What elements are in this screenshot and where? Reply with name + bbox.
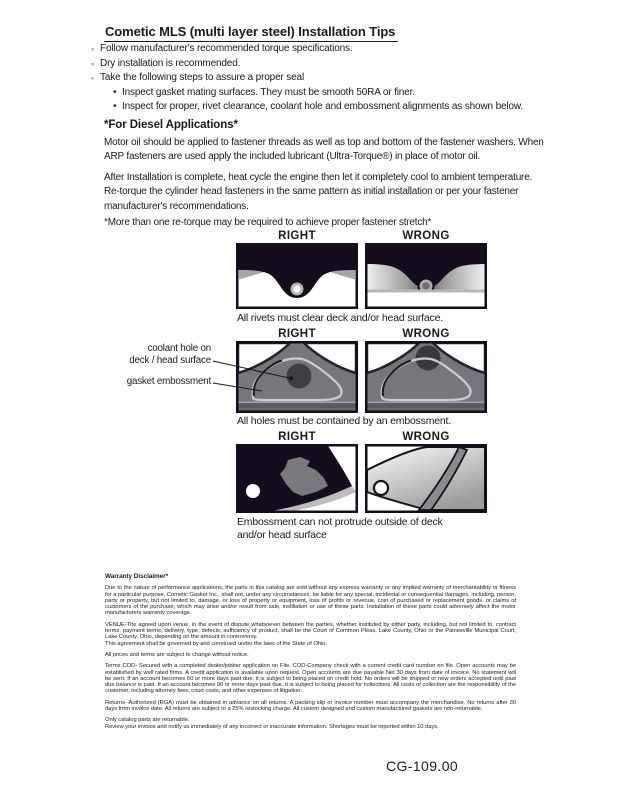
- legal-paragraph: Returns- Authorized (RGA) must be obtained in advance on all returns. A packing slip or invoice number must accompany the merchandise. No returns after 30 days from invoice date. All returns are subject to a 25% restocking charge. All custom designed and custom manufactured gaskets are non-returnable.: [105, 699, 516, 713]
- rivet-clearance-right-diagram: [236, 243, 358, 309]
- installation-tips-list: [91, 42, 571, 115]
- figure2-labels: [236, 328, 487, 340]
- figure1-diagrams: [236, 243, 487, 309]
- list-item: [91, 42, 571, 57]
- page-part-number: CG-109.00: [386, 758, 459, 774]
- open-bullet-icon: ◦: [91, 73, 95, 83]
- warranty-disclaimer-section: [105, 574, 516, 735]
- figure3-diagrams: [236, 444, 487, 513]
- coolant-hole-label: coolant hole on deck / head surface: [129, 343, 211, 366]
- list-item: [91, 57, 571, 72]
- embossment-containment-right-diagram: [236, 341, 358, 413]
- list-item-text: Take the following steps to assure a proper seal: [100, 72, 305, 83]
- legal-paragraph: Due to the nature of performance applications, the parts in this catalog are sold without any express warranty or any implied warranty of merchantability or fitness for a particular purpose. Cometic Gasket Inc., shall not, under any circumstances, be liable for any special, incidental or consequential damages, including, person, party or property, but not limited to, damage, or loss of property or equipment, loss of profits or revenue, cost of purchased or replacement goods, or claims of customers of the purchase, which may arise and/or result from sale, instillation or use of these parts. Installation of these parts could adversely affect the motor manufacturers warranty coverage.: [105, 585, 516, 617]
- rivet-clearance-wrong-diagram: [365, 243, 487, 309]
- figure3-caption: Embossment can not protrude outside of deck and/or head surface: [237, 516, 443, 541]
- page-title: Cometic MLS (multi layer steel) Installation Tips: [104, 24, 398, 42]
- list-item: [91, 71, 571, 86]
- bolt-hole: [374, 481, 388, 495]
- legal-paragraph: VENUE-The agreed upon venue, in the event of dispute whatsoever between the parties, whether instituted by either party, including, but not limited to, contract terms, payment terms, delivery, type, defects, sufficiency of product, shall be the Court of Common Pleas, Lake County, Ohio or the Painesville Municipal Court, Lake County, Ohio, depending on the amount in controversy.: [105, 621, 516, 641]
- gasket-embossment-label: gasket embossment: [126, 376, 211, 387]
- legal-paragraph: All prices and terms are subject to change without notice.: [105, 651, 249, 658]
- list-item-text: Follow manufacturer's recommended torque specifications.: [100, 43, 353, 54]
- bolt-hole: [246, 484, 260, 498]
- bullet-icon: •: [113, 101, 117, 112]
- right-label: RIGHT: [278, 328, 316, 340]
- bullet-icon: •: [113, 86, 117, 98]
- open-bullet-icon: ◦: [91, 44, 95, 54]
- figure2-caption: All holes must be contained by an embossment.: [237, 415, 451, 427]
- legal-paragraph: Terms COD- Secured with a completed dealer/jobber application on File, COD-Company check with a current credit card number on file. Open accounts may be established by well rated firms. A credit application is available upon request. Open accounts are due payable Net 30 days from date of invoice. No statement will be sent. If an account becomes 60 or more days past due, it is subject to being placed on credit hold. No orders will be shipped or new orders accepted until past due balance is paid. If an account becomes 90 or more days past due, it is subject to being placed for collections. All costs of collection are the responsibility of the customer, including attorney fees, court costs, and other expenses of litigation.: [105, 663, 516, 695]
- wrong-label: WRONG: [402, 230, 450, 242]
- sub-list-item: [91, 86, 571, 101]
- embossment-containment-wrong-diagram: [365, 341, 487, 413]
- legal-paragraph: Only catalog parts are returnable.: [105, 717, 190, 724]
- diesel-paragraph-1: Motor oil should be applied to fastener threads as well as top and bottom of the fastener washers. When ARP fasteners are used apply the included lubricant (Ultra-Torque®) in place of motor oil.: [104, 137, 544, 163]
- right-label: RIGHT: [278, 431, 316, 443]
- legal-paragraph: Review your invoice and notify us immediately of any incorrect or inaccurate information. Shortages must be reported within 10 days.: [105, 723, 439, 730]
- wrong-label: WRONG: [402, 328, 450, 340]
- figure2-diagrams: [236, 341, 487, 413]
- figure1-labels: [236, 230, 487, 242]
- wrong-label: WRONG: [402, 431, 450, 443]
- embossment-protrusion-right-diagram: [236, 444, 358, 513]
- list-item-text: Inspect gasket mating surfaces. They must be smooth 50RA or finer.: [122, 86, 415, 98]
- sub-list-item: [91, 100, 571, 115]
- warranty-disclaimer-heading: Warranty Disclaimer*: [105, 573, 169, 580]
- figure3-labels: [236, 431, 487, 443]
- retorque-note: *More than one re-torque may be required to achieve proper fastener stretch*: [104, 217, 432, 228]
- right-label: RIGHT: [278, 230, 316, 242]
- legal-paragraph: This agreement shall be governed by and construed under the laws of the State of Ohio.: [105, 640, 327, 647]
- embossment-protrusion-wrong-diagram: [365, 444, 487, 513]
- list-item-text: Dry installation is recommended.: [100, 57, 241, 69]
- diesel-applications-heading: *For Diesel Applications*: [104, 119, 238, 131]
- diesel-paragraph-2: After Installation is complete, heat cycle the engine then let it completely cool to ambient temperature. Re-torque the cylinder head fasteners in the same pattern as initial installation or per your fastener manufacturer's recommendations.: [104, 172, 533, 212]
- figure1-caption: All rivets must clear deck and/or head surface.: [237, 312, 443, 324]
- list-item-text: Inspect for proper, rivet clearance, coolant hole and embossment alignments as shown below.: [122, 101, 524, 112]
- open-bullet-icon: ◦: [91, 58, 95, 69]
- coolant-hole: [287, 364, 312, 389]
